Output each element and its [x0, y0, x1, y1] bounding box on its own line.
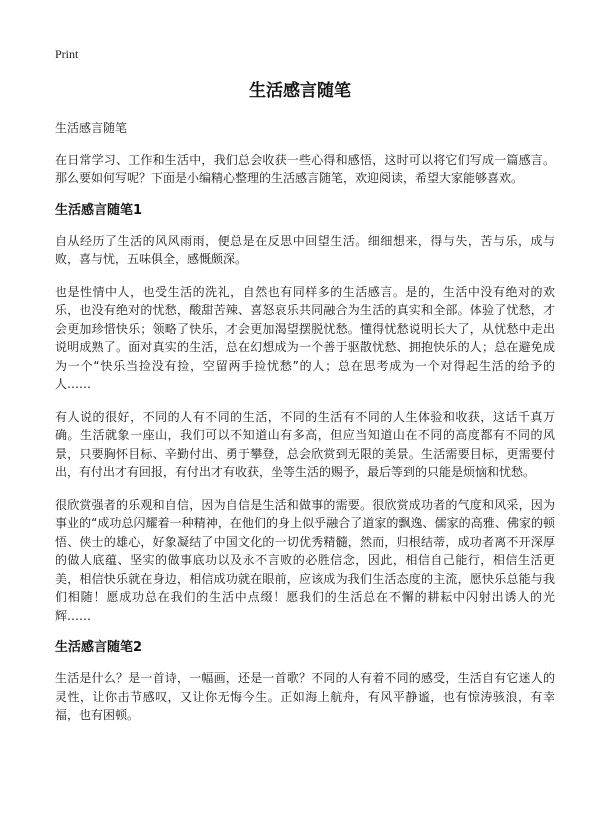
intro-paragraph: 在日常学习、工作和生活中，我们总会收获一些心得和感悟，这时可以将它们写成一篇感言。那么要如何写呢？下面是小编精心整理的生活感言随笔，欢迎阅读，希望大家能够喜欢。	[55, 152, 555, 185]
print-link[interactable]: Print	[55, 47, 79, 61]
section-heading: 生活感言随笔2	[55, 640, 143, 655]
article-subtitle: 生活感言随笔	[55, 121, 128, 135]
section-paragraph: 生活是什么？是一首诗，一幅画，还是一首歌？不同的人有着不同的感受，生活自有它迷人的灵性，让你击节感叹，又让你无悔今生。正如海上航舟，有风平静谧，也有惊涛骇浪，有幸福，也有困顿。	[55, 671, 555, 722]
article-body	[55, 119, 555, 739]
section-paragraph: 有人说的很好，不同的人有不同的生活，不同的生活有不同的人生体验和收获，这话千真万确。生活就象一座山，我们可以不知道山有多高，但应当知道山在不同的高度都有不同的风景，只要胸怀目标、辛勤付出、勇于攀登，总会欣赏到无限的美景。生活需要目标，更需要付出，有付出才有回报，有付出才有收获，坐等生活的赐予，最后等到的只能是烦恼和忧愁。	[55, 409, 555, 479]
section-paragraph: 很欣赏强者的乐观和自信，因为自信是生活和做事的需要。很欣赏成功者的气度和风采，因为事业的“成功总闪耀着一种精神，在他们的身上似乎融合了道家的飘逸、儒家的高雅、佛家的顿悟、侠士的雄心，好象凝结了中国文化的一切优秀精髓，然而，归根结蒂，成功者离不开深厚的做人底蕴、坚实的做事底功以及永不言败的必胜信念，因此，相信自己能行，相信生活更美，相信快乐就在身边，相信成功就在眼前，应该成为我们生活态度的主流，愿快乐总能与我们相随！愿成功总在我们的生活中点缀！愿我们的生活总在不懈的耕耘中闪射出诱人的光辉……	[55, 497, 555, 623]
section-paragraph: 自从经历了生活的风风雨雨，便总是在反思中回望生活。细细想来，得与失，苦与乐，成与败，喜与忧，五味俱全，感慨颇深。	[55, 233, 555, 266]
page-title: 生活感言随笔	[249, 81, 351, 101]
section-paragraph: 也是性情中人，也受生活的洗礼，自然也有同样多的生活感言。是的，生活中没有绝对的欢乐，也没有绝对的忧愁，酸甜苦辣、喜怒哀乐共同融合为生活的真实和全部。体验了忧愁，才会更加珍惜快乐；领略了快乐，才会更加渴望摆脱忧愁。懂得忧愁说明长大了，从忧愁中走出说明成熟了。面对真实的生活，总在幻想成为一个善于驱散忧愁、拥抱快乐的人；总在避免成为一个“快乐当捡没有捡，空留两手捡忧愁”的人；总在思考成为一个对得起生活的给予的人……	[55, 284, 555, 391]
section-heading: 生活感言随笔1	[55, 202, 143, 218]
